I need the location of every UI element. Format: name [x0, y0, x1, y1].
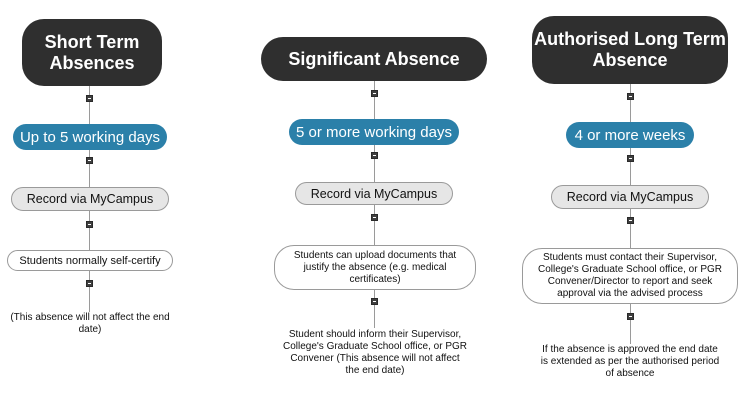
- note-text: If the absence is approved the end date is extended as per the authorised period of absence: [540, 344, 720, 379]
- collapse-toggle-icon[interactable]: [627, 217, 634, 224]
- collapse-toggle-icon[interactable]: [627, 155, 634, 162]
- collapse-toggle-icon[interactable]: [627, 93, 634, 100]
- collapse-toggle-icon[interactable]: [371, 214, 378, 221]
- record-via-mycampus-node: Record via MyCampus: [11, 187, 169, 211]
- connector-line: [630, 78, 631, 344]
- collapse-toggle-icon[interactable]: [371, 298, 378, 305]
- duration-pill: 4 or more weeks: [566, 122, 694, 148]
- collapse-toggle-icon[interactable]: [86, 221, 93, 228]
- note-text: (This absence will not affect the end date): [10, 312, 170, 335]
- collapse-toggle-icon[interactable]: [627, 313, 634, 320]
- detail-node: Students normally self-certify: [7, 250, 173, 271]
- record-via-mycampus-node: Record via MyCampus: [551, 185, 709, 209]
- detail-node: Students must contact their Supervisor, College's Graduate School office, or PGR Convener/Director to report and seek approval via the advised process: [522, 248, 738, 304]
- collapse-toggle-icon[interactable]: [86, 157, 93, 164]
- detail-node: Students can upload documents that justify the absence (e.g. medical certificates): [274, 245, 476, 290]
- duration-pill: Up to 5 working days: [13, 124, 167, 150]
- header-significant-absence: Significant Absence: [261, 37, 487, 81]
- note-text: Student should inform their Supervisor, College's Graduate School office, or PGR Convener (This absence will not affect the end date): [282, 329, 468, 376]
- header-authorised-long-term-absence: Authorised Long Term Absence: [532, 16, 728, 84]
- collapse-toggle-icon[interactable]: [371, 90, 378, 97]
- collapse-toggle-icon[interactable]: [86, 95, 93, 102]
- header-short-term-absences: Short Term Absences: [22, 19, 162, 86]
- record-via-mycampus-node: Record via MyCampus: [295, 182, 453, 205]
- duration-pill: 5 or more working days: [289, 119, 459, 145]
- collapse-toggle-icon[interactable]: [86, 280, 93, 287]
- collapse-toggle-icon[interactable]: [371, 152, 378, 159]
